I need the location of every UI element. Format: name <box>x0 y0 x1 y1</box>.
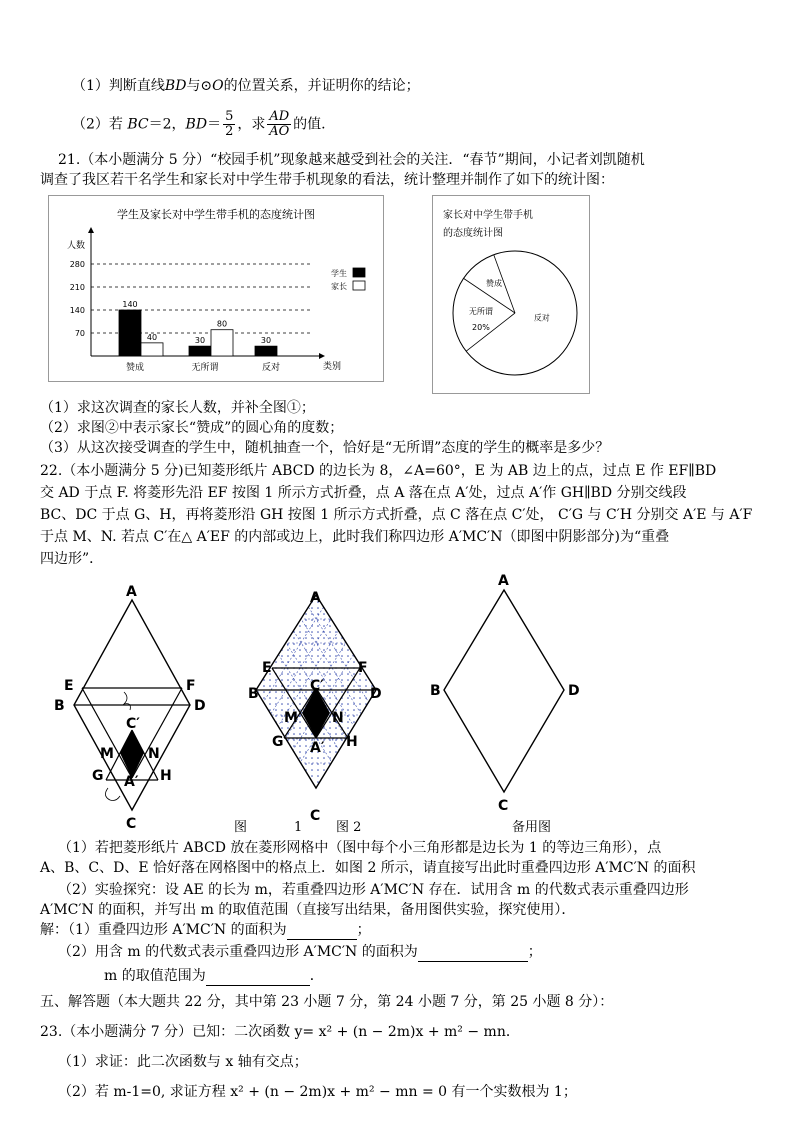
y-tick-label: 70 <box>74 329 85 338</box>
q22-sub2: （2）实验探究：设 AE 的长为 m，若重叠四边形 A′MC′N 存在．试用含 m 的代数式表示重叠四边形 <box>58 882 689 898</box>
fig1-caption: 图 <box>234 820 248 835</box>
fraction-ad-ao: $\frac{AD}{AO}$ <box>269 109 290 139</box>
q22-answer2: （2）用含 m 的代数式表示重叠四边形 A′MC′N 的面积为 ； <box>58 944 542 960</box>
q21-part2: （2）求图②中表示家长“赞成”的圆心角的度数； <box>40 420 344 436</box>
pie-title-1: 家长对中学生带手机 <box>443 210 533 221</box>
bar <box>141 343 163 356</box>
fig1-caption-number: 1 <box>294 820 303 835</box>
bar <box>255 346 277 356</box>
fraction-5-2: $\frac{5}{2}$ <box>225 109 234 139</box>
legend-swatch <box>353 281 365 290</box>
bar <box>119 310 141 356</box>
pie-title-2: 的态度统计图 <box>443 228 503 239</box>
bar-chart-box <box>48 195 384 382</box>
q21-stem-1: 21.（本小题满分 5 分）“校园手机”现象越来越受到社会的关注．“春节”期间，小记者刘凯随机 <box>58 152 645 168</box>
q22-answer1: 解：（1）重叠四边形 A′MC′N 的面积为 ； <box>40 922 371 938</box>
pie-chart <box>433 196 589 393</box>
data-label: 30 <box>194 336 206 346</box>
fig2-caption: 图 2 <box>336 820 362 835</box>
q20-part2: （2）若 BC＝2，BD＝ $\frac{5}{2}$ ，求 $\frac{AD}{AO}$ 的值. <box>72 109 326 139</box>
fig2-label: A′ <box>310 740 325 756</box>
y-axis-arrow <box>88 227 94 233</box>
bar <box>189 346 211 356</box>
figure-1-labels <box>54 584 206 832</box>
q22-sub1: （1）若把菱形纸片 ABCD 放在菱形网格中（图中每个小三角形都是边长为 1 的等边三角形），点 <box>58 840 662 856</box>
fig1-label: B <box>54 698 65 714</box>
legend-swatch <box>353 268 365 277</box>
pie-slice-value: 20% <box>472 323 490 333</box>
legend-label: 学生 <box>331 269 347 278</box>
x-axis-label: 类别 <box>323 362 342 372</box>
data-label: 80 <box>216 319 228 329</box>
fig2-label: M <box>284 710 298 726</box>
fig2-label: F <box>358 660 368 676</box>
fig3-label: A <box>498 573 509 589</box>
pie-slice-label: 赞成 <box>485 279 502 289</box>
data-label: 140 <box>122 300 138 309</box>
q20-part1: （1）判断直线BD与⊙O的位置关系，并证明你的结论； <box>72 78 420 94</box>
data-label: 30 <box>260 336 272 346</box>
fig2-label: C′ <box>310 678 324 694</box>
y-axis-label: 人数 <box>67 241 86 251</box>
legend-label: 家长 <box>331 282 347 291</box>
bar-chart <box>49 196 383 381</box>
fig1-label: M <box>100 746 114 762</box>
y-tick-label: 210 <box>69 283 85 292</box>
section-5-header: 五、解答题（本大题共 22 分，其中第 23 小题 7 分，第 24 小题 7 分，第 25 小题 8 分）： <box>40 994 614 1010</box>
fig2-label: C <box>310 808 321 824</box>
answer-blank-2[interactable] <box>418 945 528 962</box>
q22-sub2b: A′MC′N 的面积，并写出 m 的取值范围（直接写出结果，备用图供实验，探究使用）． <box>40 902 576 918</box>
q22-stem-5: 四边形”． <box>40 551 104 567</box>
fig1-label: C <box>126 816 137 832</box>
bar <box>211 330 233 356</box>
fig1-label: E <box>64 678 74 694</box>
q21-part1: （1）求这次调查的家长人数，并补全图①； <box>40 400 315 416</box>
pie-slice-label: 反对 <box>533 313 550 323</box>
fig3-label: D <box>568 683 580 699</box>
answer-blank-1[interactable] <box>287 923 357 940</box>
fig2-label: N <box>332 710 344 726</box>
q22-figures <box>40 570 760 840</box>
fig2-label: A <box>310 590 321 606</box>
data-label: 40 <box>146 332 158 342</box>
fig1-label: A′ <box>124 774 139 790</box>
fig1-label: C′ <box>126 716 140 732</box>
q21-stem-2: 调查了我区若干名学生和家长对中学生带手机现象的看法，统计整理并制作了如下的统计图： <box>40 172 614 188</box>
x-tick-label: 无所谓 <box>191 363 219 373</box>
fig2-label: B <box>248 686 259 702</box>
pie-chart-box <box>432 195 590 394</box>
q23-stem: 23.（本小题满分 7 分）已知：二次函数 y= x² + (n − 2m)x + m² − mn． <box>40 1024 520 1040</box>
fig1-label: D <box>194 698 206 714</box>
x-tick-label: 赞成 <box>125 363 145 373</box>
fig1-label: F <box>186 678 196 694</box>
q22-stem-3: BC、DC 于点 G、H，再将菱形沿 GH 按图 1 所示方式折叠，点 C 落在点 C′处， C′G 与 C′H 分别交 A′E 与 A′F <box>40 507 753 523</box>
answer-blank-3[interactable] <box>206 969 310 986</box>
fig1-label: A <box>126 584 137 600</box>
fig2-label: D <box>370 686 382 702</box>
y-tick-label: 140 <box>69 306 85 315</box>
fig2-label: G <box>272 734 284 750</box>
y-tick-label: 280 <box>69 260 85 269</box>
q21-part3: （3）从这次接受调查的学生中，随机抽查一个，恰好是“无所谓”态度的学生的概率是多少？ <box>40 440 610 456</box>
pie-slice-label: 无所谓 <box>468 307 493 317</box>
fig2-label: H <box>346 734 358 750</box>
fig3-label: B <box>430 683 441 699</box>
fig3-caption: 备用图 <box>512 820 552 835</box>
fig1-label: N <box>148 746 160 762</box>
figure-3-labels <box>430 573 580 814</box>
x-tick-label: 反对 <box>261 363 281 373</box>
q22-stem-2: 交 AD 于点 F. 将菱形先沿 EF 按图 1 所示方式折叠，点 A 落在点 A′处，过点 A′作 GH∥BD 分别交线段 <box>40 485 687 501</box>
fig1-label: H <box>160 768 172 784</box>
q22-sub1b: A、B、C、D、E 恰好落在网格图中的格点上．如图 2 所示，请直接写出此时重叠四边形 A′MC′N 的面积 <box>40 860 696 876</box>
q22-stem-1: 22.（本小题满分 5 分)已知菱形纸片 ABCD 的边长为 8，∠A=60°，E 为 AB 边上的点，过点 E 作 EF∥BD <box>40 463 717 479</box>
figure-3-spare <box>444 590 564 792</box>
fig3-label: C <box>498 798 509 814</box>
q22-stem-4: 于点 M、N. 若点 C′在△ A′EF 的内部或边上，此时我们称四边形 A′MC′N（即图中阴影部分)为“重叠 <box>40 529 670 545</box>
fig2-label: E <box>262 660 272 676</box>
q23-part2: （2）若 m-1=0, 求证方程 x² + (n − 2m)x + m² − mn = 0 有一个实数根为 1； <box>58 1084 577 1100</box>
chart-title: 学生及家长对中学生带手机的态度统计图 <box>117 208 315 221</box>
x-axis-arrow <box>319 353 325 359</box>
overlap-quad-fig1 <box>120 730 144 778</box>
q23-part1: （1）求证：此二次函数与 x 轴有交点； <box>58 1054 308 1070</box>
q22-answer3: m 的取值范围为 ． <box>104 968 324 984</box>
fig1-label: G <box>92 768 104 784</box>
